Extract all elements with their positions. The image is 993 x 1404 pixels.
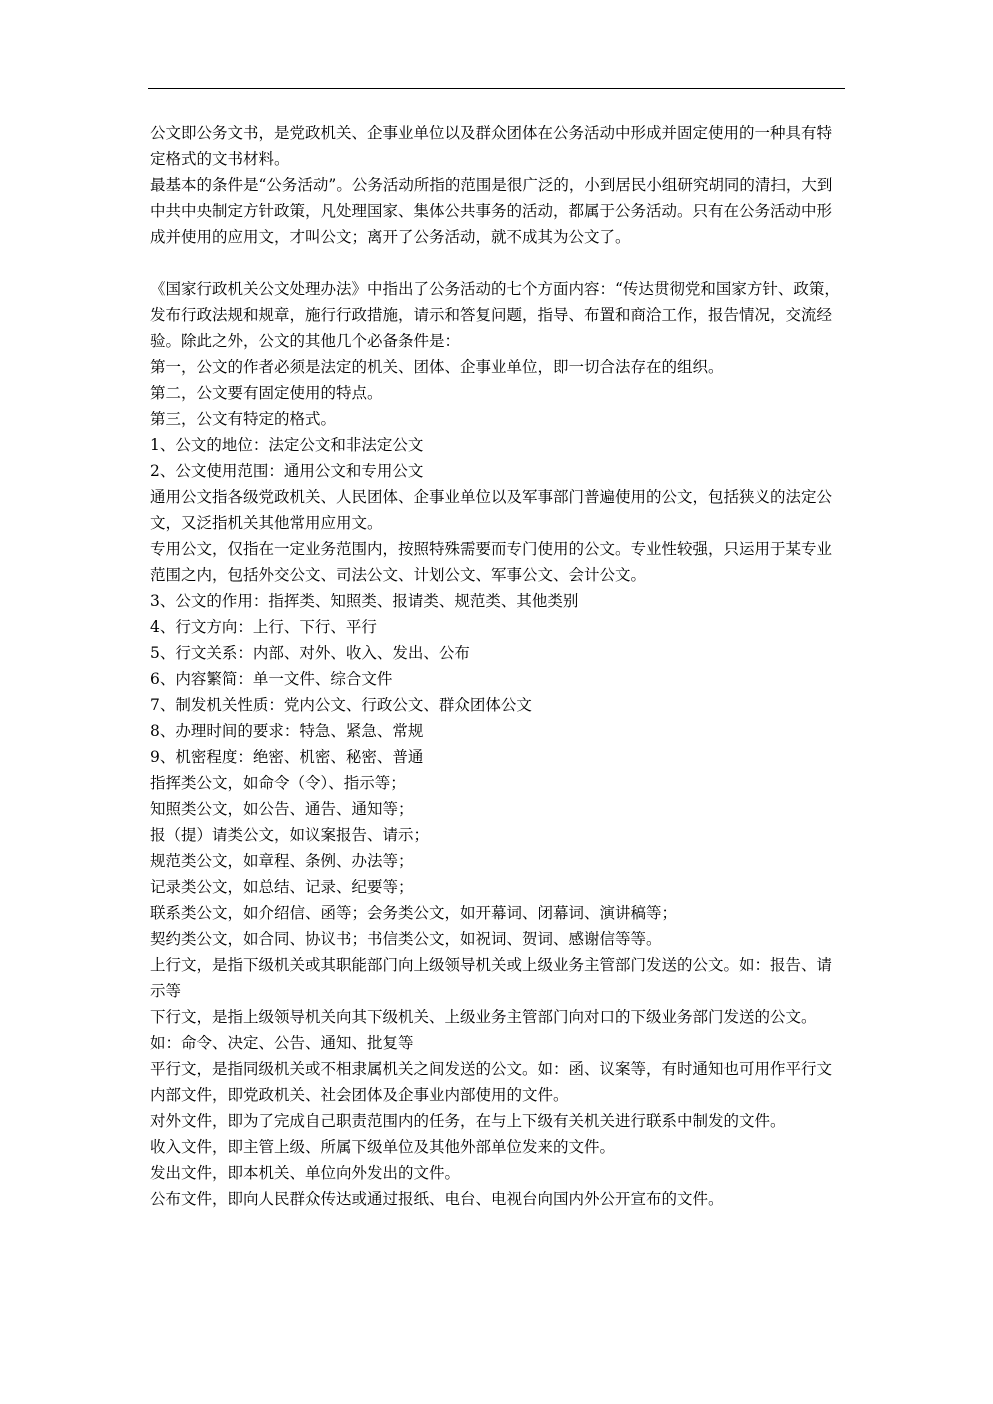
list-item-function: 3、公文的作用：指挥类、知照类、报请类、规范类、其他类别 (150, 592, 579, 610)
line-request-docs: 报（提）请类公文，如议案报告、请示； (150, 826, 430, 844)
paragraph-second-condition: 第二，公文要有固定使用的特点。 (150, 384, 383, 402)
paragraph-special-docs: 专用公文，仅指在一定业务范围内，按照特殊需要而专门使用的公文。专业性较强，只运用于某专业范围之内，包括外交公文、司法公文、计划公文、军事公文、会计公文。 (150, 540, 833, 584)
paragraph-incoming-docs: 收入文件，即主管上级、所属下级单位及其他外部单位发来的文件。 (150, 1138, 616, 1156)
paragraph-external-docs: 对外文件，即为了完成自己职责范围内的任务，在与上下级有关机关进行联系中制发的文件。 (150, 1112, 786, 1130)
list-item-status: 1、公文的地位：法定公文和非法定公文 (150, 436, 424, 454)
paragraph-basic-condition: 最基本的条件是“公务活动”。公务活动所指的范围是很广泛的，小到居民小组研究胡同的清扫，大到中共中央制定方针政策，凡处理国家、集体公共事务的活动，都属于公务活动。只有在公务活动中形成并使用的应用文，才叫公文；离开了公务活动，就不成其为公文了。 (150, 176, 833, 246)
paragraph-regulation-quote: 《国家行政机关公文处理办法》中指出了公务活动的七个方面内容：“传达贯彻党和国家方针、政策，发布行政法规和规章，施行行政措施，请示和答复问题，指导、布置和商洽工作，报告情况，交流经验。除此之外，公文的其他几个必备条件是： (150, 280, 840, 350)
list-item-secrecy: 9、机密程度：绝密、机密、秘密、普通 (150, 748, 424, 766)
line-regulatory-docs: 规范类公文，如章程、条例、办法等； (150, 852, 414, 870)
header-rule (148, 88, 845, 89)
list-item-urgency: 8、办理时间的要求：特急、紧急、常规 (150, 722, 424, 740)
paragraph-gap (150, 250, 846, 276)
list-item-relation: 5、行文关系：内部、对外、收入、发出、公布 (150, 644, 470, 662)
paragraph-upward-docs: 上行文，是指下级机关或其职能部门向上级领导机关或上级业务主管部门发送的公文。如：报告、请示等 (150, 956, 833, 1000)
line-record-docs: 记录类公文，如总结、记录、纪要等； (150, 878, 414, 896)
line-command-docs: 指挥类公文，如命令（令）、指示等； (150, 774, 406, 792)
document-body (150, 120, 846, 1212)
paragraph-downward-docs: 下行文，是指上级领导机关向其下级机关、上级业务主管部门向对口的下级业务部门发送的公文。如：命令、决定、公告、通知、批复等 (150, 1008, 817, 1052)
list-item-direction: 4、行文方向：上行、下行、平行 (150, 618, 377, 636)
paragraph-third-condition: 第三，公文有特定的格式。 (150, 410, 337, 428)
paragraph-general-docs: 通用公文指各级党政机关、人民团体、企事业单位以及军事部门普遍使用的公文，包括狭义的法定公文，又泛指机关其他常用应用文。 (150, 488, 833, 532)
list-item-complexity: 6、内容繁简：单一文件、综合文件 (150, 670, 393, 688)
list-item-issuer-nature: 7、制发机关性质：党内公文、行政公文、群众团体公文 (150, 696, 532, 714)
paragraph-first-condition: 第一，公文的作者必须是法定的机关、团体、企事业单位，即一切合法存在的组织。 (150, 358, 724, 376)
paragraph-parallel-docs: 平行文，是指同级机关或不相隶属机关之间发送的公文。如：函、议案等，有时通知也可用作平行文 (150, 1060, 833, 1078)
line-contract-docs: 契约类公文，如合同、协议书；书信类公文，如祝词、贺词、感谢信等等。 (150, 930, 662, 948)
line-notice-docs: 知照类公文，如公告、通告、通知等； (150, 800, 414, 818)
line-liaison-docs: 联系类公文，如介绍信、函等；会务类公文，如开幕词、闭幕词、演讲稿等； (150, 904, 678, 922)
paragraph-internal-docs: 内部文件，即党政机关、社会团体及企事业内部使用的文件。 (150, 1086, 569, 1104)
paragraph-public-docs: 公布文件，即向人民群众传达或通过报纸、电台、电视台向国内外公开宣布的文件。 (150, 1190, 724, 1208)
paragraph-definition-1: 公文即公务文书，是党政机关、企事业单位以及群众团体在公务活动中形成并固定使用的一种具有特定格式的文书材料。 (150, 124, 833, 168)
list-item-scope: 2、公文使用范围：通用公文和专用公文 (150, 462, 424, 480)
paragraph-outgoing-docs: 发出文件，即本机关、单位向外发出的文件。 (150, 1164, 461, 1182)
